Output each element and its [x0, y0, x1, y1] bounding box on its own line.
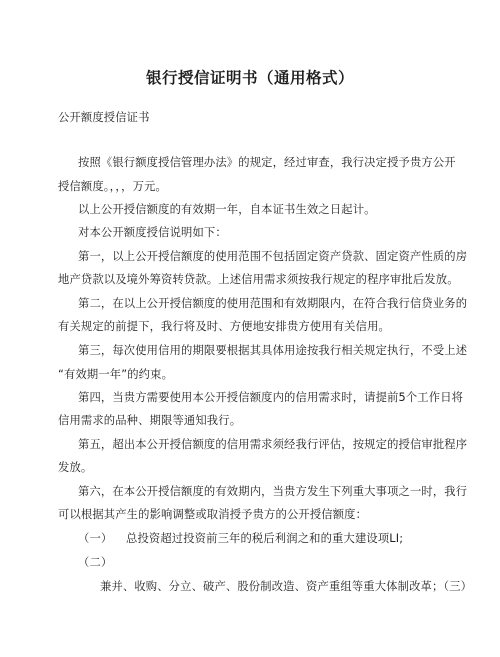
paragraph-line: 第六，在本公开授信额度的有效期内，当贵方发生下列重大事项之一时，我行 — [78, 485, 468, 498]
paragraph-line: 授信额度。，，，万元。 — [58, 180, 167, 193]
list-item: 总投资超过投资前三年的税后利润之和的重大建设项LI; — [126, 532, 404, 545]
paragraph-line: 按照《银行额度授信管理办法》的规定，经过审查，我行决定授予贵方公开 — [78, 156, 456, 169]
paragraph-line: 对本公开额度授信说明如下： — [78, 226, 227, 239]
document-subtitle: 公开额度授信证书 — [58, 111, 150, 124]
paragraph-line: “有效期一年”的约束。 — [58, 368, 174, 381]
paragraph-line: 第五，超出本公开授信额度的信用需求须经我行评估，按规定的授信审批程序 — [78, 438, 468, 451]
paragraph-line: 第一，以上公开授信额度的使用范围不包括固定资产贷款、固定资产性质的房 — [78, 250, 468, 263]
page-title: 银行授信证明书（通用格式） — [145, 69, 354, 87]
paragraph-line: 以上公开授信额度的有效期一年，自本证书生效之日起计。 — [78, 203, 376, 216]
paragraph-line: 第三，每次使用信用的期限要根据其具体用途按我行相关规定执行，不受上述 — [78, 344, 468, 357]
list-item: 兼并、收购、分立、破产、股份制改造、资产重组等重大体制改革；（三） — [100, 580, 473, 593]
paragraph-line: 有关规定的前提下，我行将及时、方便地安排贵方使用有关信用。 — [58, 320, 390, 333]
paragraph-line: 地产贷款以及境外筹资转贷款。上述信用需求须按我行规定的程序审批后发放。 — [58, 273, 459, 286]
paragraph-line: 第四，当贵方需要使用本公开授信额度内的信用需求时，请提前5个工作日将 — [78, 391, 464, 404]
paragraph-line: 信用需求的品种、期限等通知我行。 — [58, 414, 242, 427]
list-marker: （一） — [78, 532, 113, 545]
paragraph-line: 发放。 — [58, 461, 93, 474]
paragraph-line: 第二，在以上公开授信额度的使用范围和有效期限内，在符合我行信贷业务的 — [78, 297, 468, 310]
paragraph-line: 可以根据其产生的影响调整或取消授予贵方的公开授信额度： — [58, 508, 368, 521]
list-marker: （二） — [78, 556, 113, 569]
